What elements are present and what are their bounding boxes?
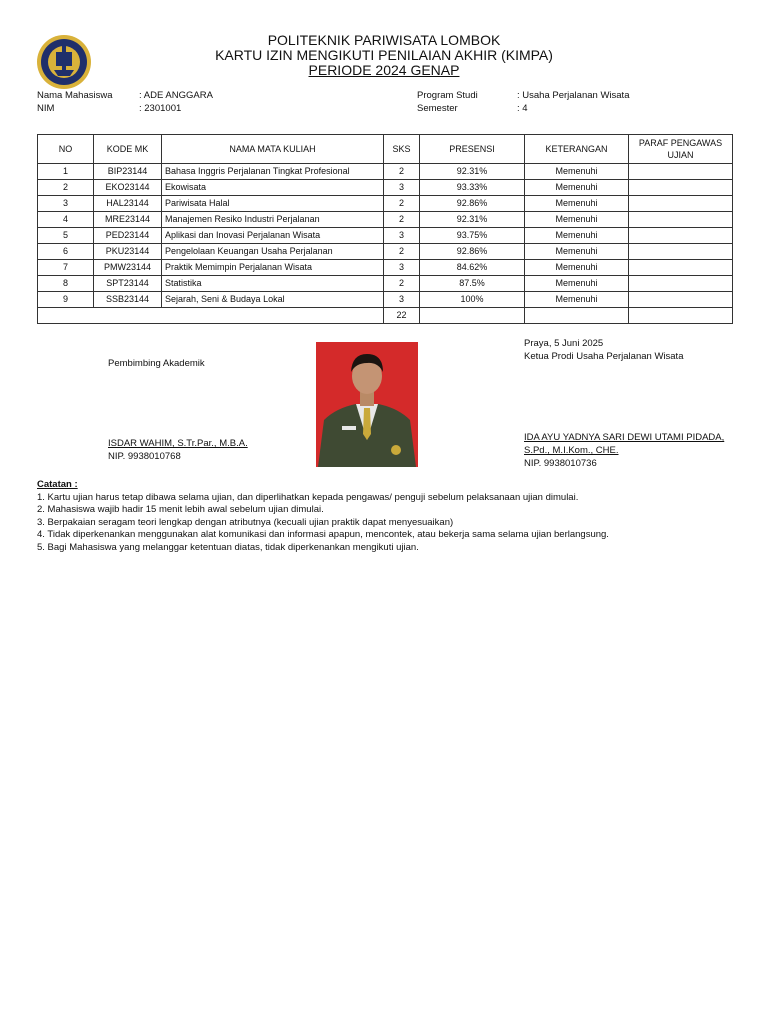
cell-sks: 2	[384, 276, 420, 292]
cell-keterangan: Memenuhi	[525, 292, 629, 308]
header-sks: SKS	[384, 135, 420, 164]
table-row	[38, 180, 733, 196]
notes-title: Catatan :	[37, 479, 78, 490]
cell-sks: 3	[384, 260, 420, 276]
cell-keterangan: Memenuhi	[525, 180, 629, 196]
advisor-role: Pembimbing Akademik	[108, 358, 205, 369]
cell-no: 8	[38, 276, 94, 292]
cell-sks: 2	[384, 196, 420, 212]
cell-keterangan: Memenuhi	[525, 260, 629, 276]
notes-section	[37, 479, 609, 555]
cell-sks: 2	[384, 244, 420, 260]
semester-value: : 4	[517, 103, 528, 114]
cell-no: 5	[38, 228, 94, 244]
cell-presensi: 92.86%	[420, 196, 525, 212]
header-nama-mata-kuliah: NAMA MATA KULIAH	[162, 135, 384, 164]
period-title: PERIODE 2024 GENAP	[308, 62, 460, 78]
cell-kode-mk: SPT23144	[94, 276, 162, 292]
note-item: 1. Kartu ujian harus tetap dibawa selama ujian, dan diperlihatkan kepada pengawas/ penguji sebelum pelaksanaan ujian dimulai.	[37, 491, 579, 503]
table-row	[38, 228, 733, 244]
note-item: 2. Mahasiswa wajib hadir 15 menit lebih awal sebelum ujian dimulai.	[37, 504, 324, 516]
cell-presensi: 93.33%	[420, 180, 525, 196]
cell-no: 9	[38, 292, 94, 308]
cell-keterangan: Memenuhi	[525, 244, 629, 260]
cell-presensi: 100%	[420, 292, 525, 308]
cell-presensi: 92.86%	[420, 244, 525, 260]
cell-no: 3	[38, 196, 94, 212]
cell-presensi: 93.75%	[420, 228, 525, 244]
table-row	[38, 164, 733, 180]
note-item: 4. Tidak diperkenankan menggunakan alat komunikasi dan informasi apapun, mencontek, atau bekerja sama selama ujian berlangsung.	[37, 529, 609, 541]
table-total-row	[38, 308, 733, 324]
name-value: : ADE ANGGARA	[139, 90, 213, 101]
cell-kode-mk: MRE23144	[94, 212, 162, 228]
cell-keterangan: Memenuhi	[525, 164, 629, 180]
total-label-cell	[38, 308, 384, 324]
cell-presensi: 92.31%	[420, 164, 525, 180]
header-kode-mk: KODE MK	[94, 135, 162, 164]
cell-nama-mata-kuliah: Pariwisata Halal	[162, 196, 384, 212]
semester-label: Semester	[417, 103, 458, 114]
header-keterangan: KETERANGAN	[525, 135, 629, 164]
cell-paraf	[629, 276, 733, 292]
cell-paraf	[629, 196, 733, 212]
cell-no: 6	[38, 244, 94, 260]
table-row	[38, 212, 733, 228]
place-date: Praya, 5 Juni 2025	[524, 338, 604, 349]
cell-paraf	[629, 180, 733, 196]
head-name-line2: S.Pd., M.I.Kom., CHE.	[524, 445, 619, 456]
nim-label: NIM	[37, 103, 55, 114]
head-name-line1: IDA AYU YADNYA SARI DEWI UTAMI PIDADA,	[524, 432, 725, 443]
cell-nama-mata-kuliah: Sejarah, Seni & Budaya Lokal	[162, 292, 384, 308]
cell-kode-mk: HAL23144	[94, 196, 162, 212]
cell-kode-mk: PED23144	[94, 228, 162, 244]
cell-kode-mk: EKO23144	[94, 180, 162, 196]
student-photo	[316, 342, 418, 467]
advisor-nip: NIP. 9938010768	[108, 451, 181, 462]
cell-nama-mata-kuliah: Ekowisata	[162, 180, 384, 196]
cell-paraf	[629, 164, 733, 180]
cell-sks: 2	[384, 212, 420, 228]
cell-paraf	[629, 260, 733, 276]
note-item: 3. Berpakaian seragam teori lengkap dengan atributnya (kecuali ujian praktik dapat menyesuaikan)	[37, 516, 454, 528]
table-row	[38, 260, 733, 276]
cell-no: 1	[38, 164, 94, 180]
head-role: Ketua Prodi Usaha Perjalanan Wisata	[524, 351, 684, 362]
program-label: Program Studi	[417, 90, 478, 101]
total-empty-cell	[420, 308, 525, 324]
table-row	[38, 196, 733, 212]
header-presensi: PRESENSI	[420, 135, 525, 164]
cell-no: 2	[38, 180, 94, 196]
cell-keterangan: Memenuhi	[525, 212, 629, 228]
header-no: NO	[38, 135, 94, 164]
head-nip: NIP. 9938010736	[524, 458, 597, 469]
cell-keterangan: Memenuhi	[525, 196, 629, 212]
cell-sks: 3	[384, 292, 420, 308]
cell-nama-mata-kuliah: Aplikasi dan Inovasi Perjalanan Wisata	[162, 228, 384, 244]
table-row	[38, 276, 733, 292]
cell-keterangan: Memenuhi	[525, 276, 629, 292]
total-empty-cell	[525, 308, 629, 324]
program-value: : Usaha Perjalanan Wisata	[517, 90, 630, 101]
cell-kode-mk: BIP23144	[94, 164, 162, 180]
table-row	[38, 292, 733, 308]
cell-kode-mk: PMW23144	[94, 260, 162, 276]
cell-nama-mata-kuliah: Statistika	[162, 276, 384, 292]
cell-kode-mk: SSB23144	[94, 292, 162, 308]
cell-no: 7	[38, 260, 94, 276]
total-sks: 22	[384, 308, 420, 324]
note-item: 5. Bagi Mahasiswa yang melanggar ketentuan diatas, tidak diperkenankan mengikuti ujian.	[37, 541, 419, 553]
header-paraf: PARAF PENGAWAS UJIAN	[629, 135, 733, 164]
cell-nama-mata-kuliah: Praktik Memimpin Perjalanan Wisata	[162, 260, 384, 276]
document-title: KARTU IZIN MENGIKUTI PENILAIAN AKHIR (KIMPA)	[215, 47, 553, 63]
cell-keterangan: Memenuhi	[525, 228, 629, 244]
cell-paraf	[629, 228, 733, 244]
cell-paraf	[629, 212, 733, 228]
cell-sks: 3	[384, 180, 420, 196]
cell-paraf	[629, 292, 733, 308]
cell-nama-mata-kuliah: Pengelolaan Keuangan Usaha Perjalanan	[162, 244, 384, 260]
advisor-name: ISDAR WAHIM, S.Tr.Par., M.B.A.	[108, 438, 248, 449]
cell-no: 4	[38, 212, 94, 228]
institution-title: POLITEKNIK PARIWISATA LOMBOK	[267, 32, 501, 48]
cell-nama-mata-kuliah: Bahasa Inggris Perjalanan Tingkat Profesional	[162, 164, 384, 180]
name-label: Nama Mahasiswa	[37, 90, 113, 101]
cell-presensi: 92.31%	[420, 212, 525, 228]
cell-presensi: 84.62%	[420, 260, 525, 276]
cell-sks: 3	[384, 228, 420, 244]
cell-presensi: 87.5%	[420, 276, 525, 292]
course-table	[37, 134, 733, 324]
table-row	[38, 244, 733, 260]
nim-value: : 2301001	[139, 103, 182, 114]
cell-nama-mata-kuliah: Manajemen Resiko Industri Perjalanan	[162, 212, 384, 228]
cell-paraf	[629, 244, 733, 260]
cell-sks: 2	[384, 164, 420, 180]
table-header-row	[38, 135, 733, 164]
cell-kode-mk: PKU23144	[94, 244, 162, 260]
total-empty-cell	[629, 308, 733, 324]
